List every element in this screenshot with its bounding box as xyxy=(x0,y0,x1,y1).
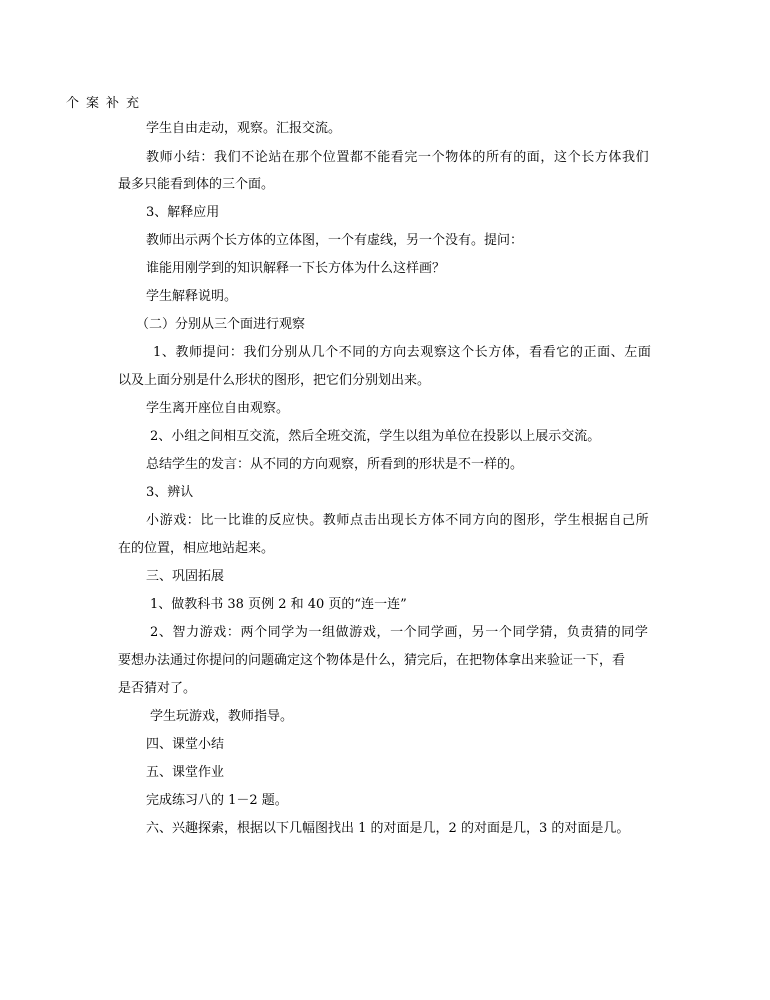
text-line: 学生解释说明。 xyxy=(146,289,238,304)
text-line: 谁能用刚学到的知识解释一下长方体为什么这样画？ xyxy=(146,261,446,276)
text-line: 1、做教科书 38 页例 2 和 40 页的“连一连” xyxy=(150,597,407,612)
text-line: 2、小组之间相互交流，然后全班交流，学生以组为单位在投影以上展示交流。 xyxy=(150,429,601,444)
section-heading: 3、解释应用 xyxy=(146,205,220,220)
text-line: 学生玩游戏，教师指导。 xyxy=(150,709,294,724)
text-line: 教师小结：我们不论站在那个位置都不能看完一个物体的所有的面，这个长方体我们 xyxy=(146,150,650,165)
text-line: 1、教师提问：我们分别从几个不同的方向去观察这个长方体，看看它的正面、左面 xyxy=(153,345,652,360)
section-heading: （二）分别从三个面进行观察 xyxy=(136,317,306,332)
text-line: 最多只能看到体的三个面。 xyxy=(118,177,275,192)
section-heading: 五、课堂作业 xyxy=(146,765,225,780)
text-line: 要想办法通过你提问的问题确定这个物体是什么，猜完后，在把物体拿出来验证一下，看 xyxy=(118,653,626,668)
section-heading: 六、兴趣探索，根据以下几幅图找出 1 的对面是几，2 的对面是几，3 的对面是几。 xyxy=(146,821,630,836)
text-line: 以及上面分别是什么形状的图形，把它们分别划出来。 xyxy=(118,373,431,388)
text-line: 总结学生的发言：从不同的方向观察，所看到的形状是不一样的。 xyxy=(146,457,524,472)
text-line: 教师出示两个长方体的立体图，一个有虚线，另一个没有。提问： xyxy=(146,233,524,248)
text-line: 学生自由走动，观察。汇报交流。 xyxy=(146,121,342,136)
text-line: 完成练习八的 1－2 题。 xyxy=(146,793,288,808)
text-line: 小游戏：比一比谁的反应快。教师点击出现长方体不同方向的图形，学生根据自己所 xyxy=(146,513,650,528)
text-line: 2、智力游戏：两个同学为一组做游戏，一个同学画，另一个同学猜，负责猜的同学 xyxy=(150,625,649,640)
text-line: 在的位置，相应地站起来。 xyxy=(118,541,275,556)
section-heading: 3、辨认 xyxy=(146,485,194,500)
section-header: 个案补充 xyxy=(66,96,147,111)
section-heading: 四、课堂小结 xyxy=(146,737,225,752)
text-line: 是否猜对了。 xyxy=(118,681,197,696)
section-heading: 三、巩固拓展 xyxy=(146,569,225,584)
text-line: 学生离开座位自由观察。 xyxy=(146,401,290,416)
